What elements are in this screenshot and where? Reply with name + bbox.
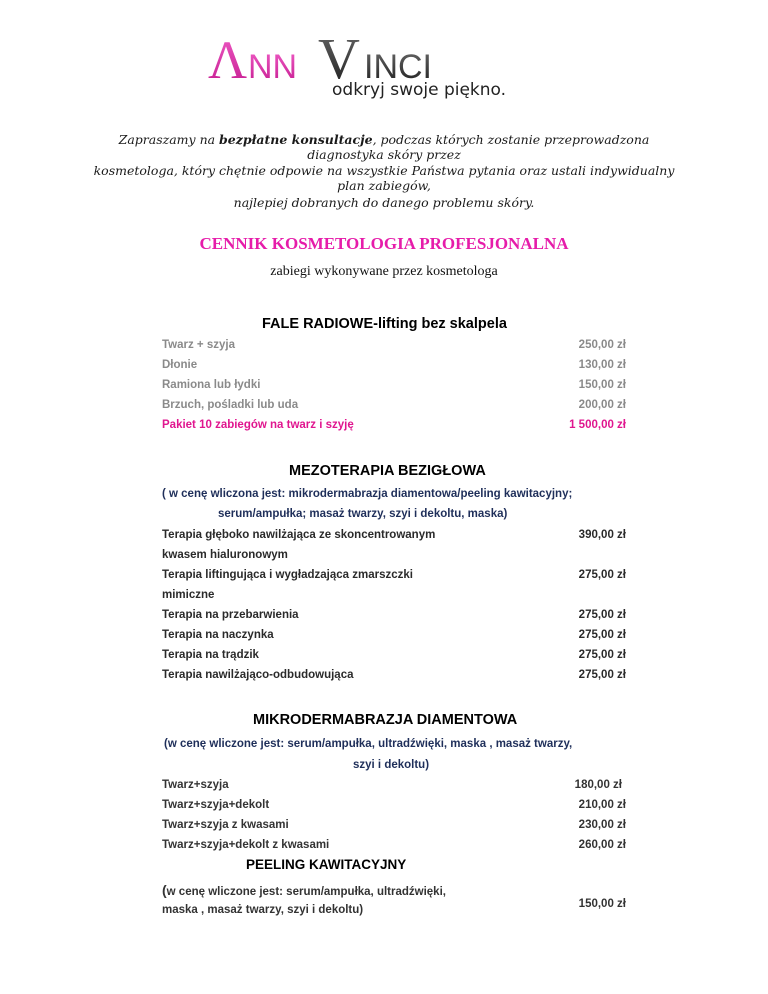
- section-title-mikro: MIKRODERMABRAZJA DIAMENTOWA: [253, 712, 518, 728]
- section-note-peeling-1: [162, 882, 446, 898]
- row-label: Terapia na trądzik: [162, 649, 259, 661]
- section-title-peeling: PEELING KAWITACYJNY: [246, 857, 407, 872]
- row-price: 250,00 zł: [578, 339, 626, 351]
- row-label: Dłonie: [162, 359, 198, 371]
- row-price: 180,00 zł: [574, 779, 622, 791]
- brand-logo-ann: Λ: [208, 30, 248, 88]
- section-note-peeling-2: maska , masaż twarzy, szyi i dekoltu): [162, 904, 364, 916]
- row-label: Twarz+szyja z kwasami: [162, 819, 289, 831]
- brand-logo-v: V: [318, 28, 360, 88]
- row-label-continued: mimiczne: [162, 589, 215, 601]
- section-note-mezo-2: serum/ampułka; masaż twarzy, szyi i dekoltu, maska): [218, 508, 508, 520]
- row-price: 150,00 zł: [578, 379, 626, 391]
- section-title-fale: FALE RADIOWE-lifting bez skalpela: [262, 316, 507, 332]
- row-price: 210,00 zł: [578, 799, 626, 811]
- open-paren: (: [162, 882, 167, 898]
- row-price: 275,00 zł: [578, 569, 626, 581]
- row-label: Terapia głęboko nawilżająca ze skoncentrowanym: [162, 529, 436, 541]
- note-text: w cenę wliczone jest: serum/ampułka, ultradźwięki,: [166, 886, 446, 898]
- intro-line-2: kosmetologa, który chętnie odpowie na wszystkie Państwa pytania oraz ustali indywidualny plan zabiegów,: [93, 163, 675, 193]
- row-price: 130,00 zł: [578, 359, 626, 371]
- row-label: Pakiet 10 zabiegów na twarz i szyję: [162, 419, 354, 431]
- intro-line-3: najlepiej dobranych do danego problemu skóry.: [233, 195, 535, 210]
- row-label: Terapia na przebarwienia: [162, 609, 299, 621]
- row-price: 275,00 zł: [578, 629, 626, 641]
- intro-line-1: [80, 132, 688, 162]
- row-price: 260,00 zł: [578, 839, 626, 851]
- section-note-mikro-2: szyi i dekoltu): [353, 759, 430, 771]
- row-label: Twarz+szyja: [162, 779, 229, 791]
- section-note-mikro-1: (w cenę wliczone jest: serum/ampułka, ultradźwięki, maska , masaż twarzy,: [164, 738, 573, 750]
- intro-text: , podczas których zostanie przeprowadzona diagnostyka skóry przez: [307, 132, 650, 162]
- row-label: Twarz+szyja+dekolt: [162, 799, 270, 811]
- brand-tagline: odkryj swoje piękno.: [332, 80, 507, 100]
- brand-logo-inci: INCI: [364, 48, 432, 86]
- intro-bold-text: bezpłatne konsultacje: [219, 132, 373, 147]
- price-list-title: CENNIK KOSMETOLOGIA PROFESJONALNA: [199, 234, 569, 253]
- row-price: 200,00 zł: [578, 399, 626, 411]
- section-title-mezo: MEZOTERAPIA BEZIGŁOWA: [289, 463, 486, 479]
- row-price: 275,00 zł: [578, 669, 626, 681]
- row-price: 390,00 zł: [578, 529, 626, 541]
- row-price: 275,00 zł: [578, 609, 626, 621]
- row-label: Twarz+szyja+dekolt z kwasami: [162, 839, 330, 851]
- row-label: Terapia nawilżająco-odbudowująca: [162, 669, 354, 681]
- peeling-price: 150,00 zł: [578, 898, 626, 910]
- brand-logo-mark: [206, 28, 521, 88]
- row-label: Ramiona lub łydki: [162, 379, 261, 391]
- row-label: Terapia liftingująca i wygładzająca zmarszczki: [162, 569, 413, 581]
- row-price: 230,00 zł: [578, 819, 626, 831]
- brand-logo-nn: NN: [248, 48, 298, 86]
- price-list-subtitle: zabiegi wykonywane przez kosmetologa: [270, 264, 498, 279]
- row-price: 1 500,00 zł: [569, 419, 626, 431]
- intro-text: Zapraszamy na: [118, 132, 220, 147]
- row-label-continued: kwasem hialuronowym: [162, 549, 288, 561]
- row-label: Terapia na naczynka: [162, 629, 274, 641]
- row-price: 275,00 zł: [578, 649, 626, 661]
- row-label: Brzuch, pośladki lub uda: [162, 399, 299, 411]
- section-note-mezo-1: ( w cenę wliczona jest: mikrodermabrazja diamentowa/peeling kawitacyjny;: [162, 488, 573, 500]
- row-label: Twarz + szyja: [162, 339, 235, 351]
